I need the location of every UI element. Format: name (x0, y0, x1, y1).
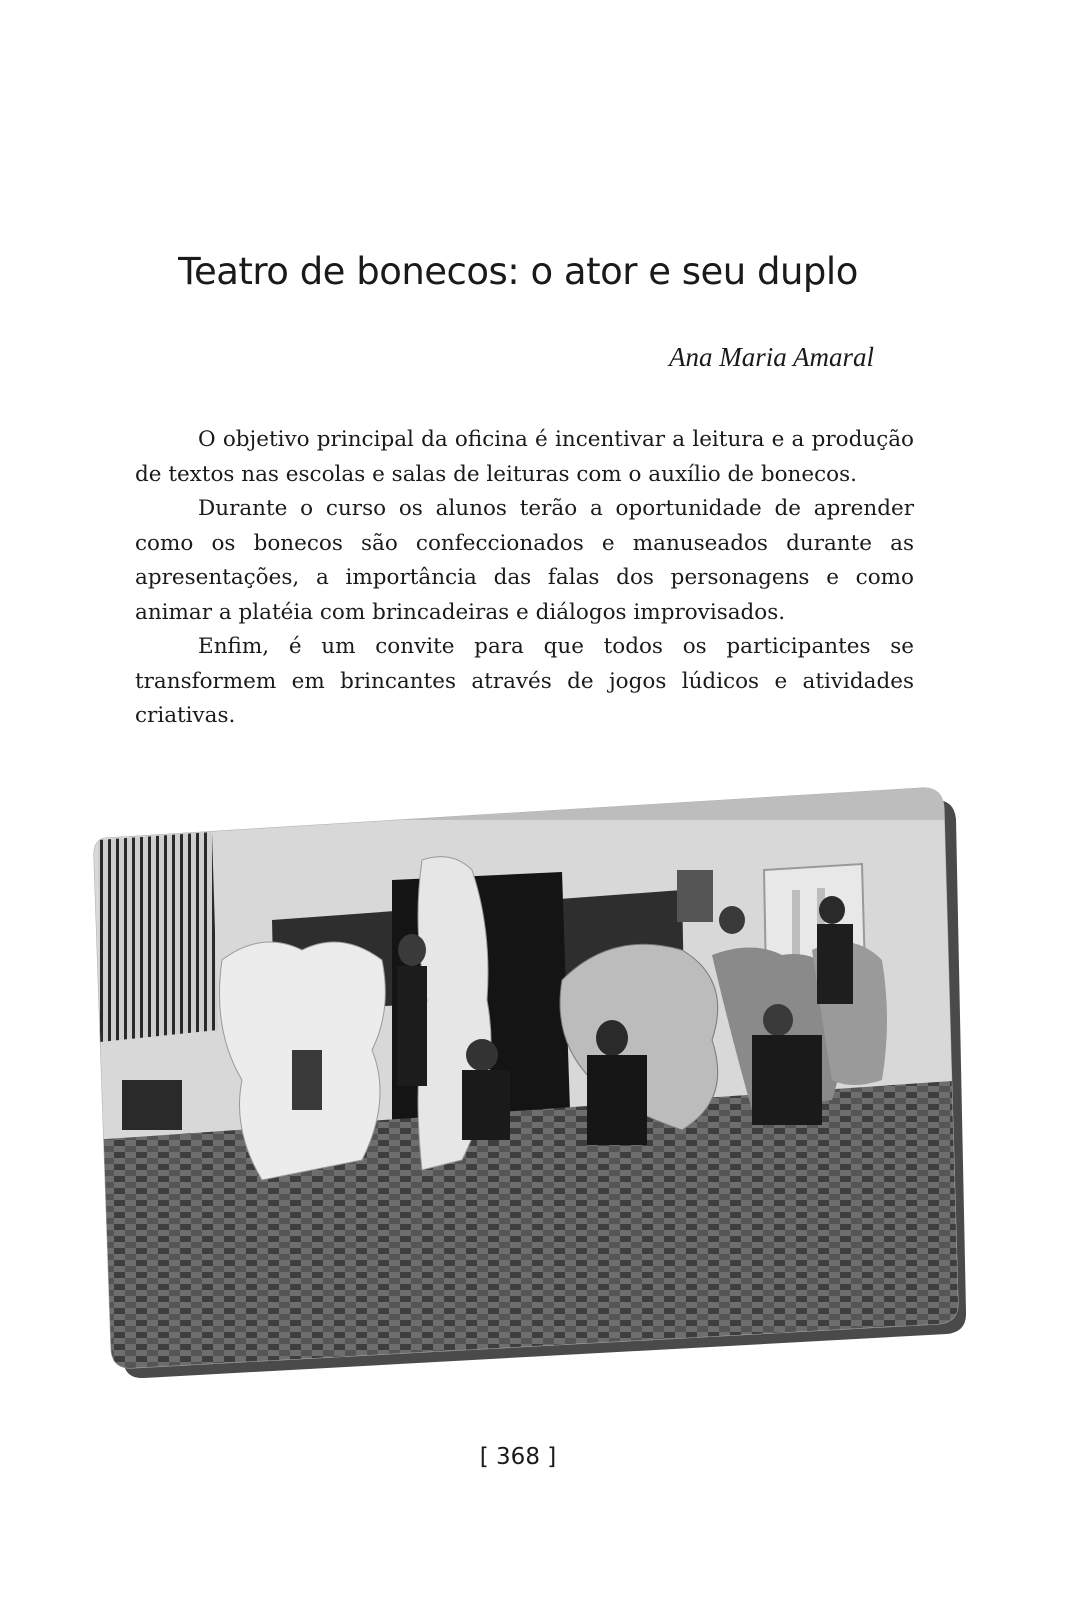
page-number: [ 368 ] (479, 1444, 557, 1470)
page-title: Teatro de bonecos: o ator e seu duplo (178, 250, 858, 293)
paragraph: Durante o curso os alunos terão a oportunidade de aprender como os bonecos são confeccionados e manuseados durante as apresentações, a importância das falas dos personagens e como animar a platéia com brincadeiras e diálogos improvisados. (135, 496, 914, 625)
window-blinds (98, 832, 218, 1042)
workshop-photo (92, 780, 966, 1380)
poster (677, 870, 713, 922)
author-name: Ana Maria Amaral (668, 342, 874, 372)
paragraph: Enfim, é um convite para que todos os participantes se transformem em brincantes através de jogos lúdicos e atividades criativas. (135, 634, 914, 728)
paragraph: O objetivo principal da oficina é incentivar a leitura e a produção de textos nas escolas e salas de leituras com o auxílio de bonecos. (135, 427, 914, 487)
body-text (135, 423, 914, 734)
